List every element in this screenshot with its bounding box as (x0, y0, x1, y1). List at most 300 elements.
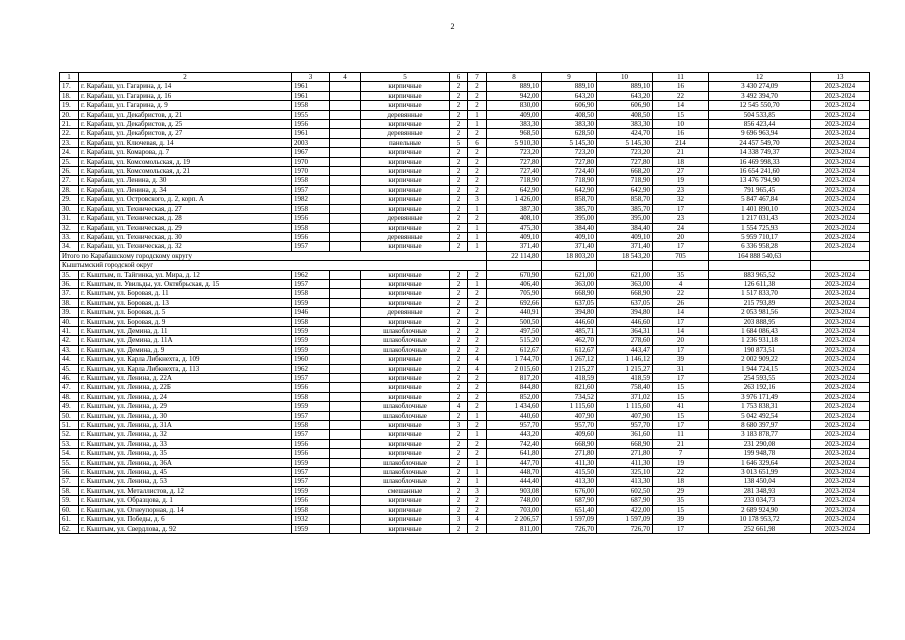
col-year: 1958 (292, 392, 330, 401)
total-area-premises: 18 803,20 (542, 251, 597, 260)
col-area-residential: 418,59 (597, 374, 653, 383)
col-period: 2023-2024 (811, 120, 870, 129)
col-year: 1932 (292, 515, 330, 524)
table-row (60, 129, 870, 138)
col-year-repair (330, 289, 361, 298)
col-area-residential: 858,70 (597, 195, 653, 204)
col-address: г. Кыштым, ул. Свердлова, д. 92 (79, 524, 292, 533)
col-floors: 2 (450, 458, 468, 467)
col-floors: 3 (450, 421, 468, 430)
col-area-total: 371,40 (487, 242, 542, 251)
col-num: 32. (60, 223, 79, 232)
col-year-repair (330, 345, 361, 354)
col-area-residential: 361,60 (597, 430, 653, 439)
table-row (60, 524, 870, 533)
col-year: 1959 (292, 402, 330, 411)
col-address: г. Кыштым, ул. Боровая, д. 11 (79, 289, 292, 298)
col-year: 1958 (292, 421, 330, 430)
col-period: 2023-2024 (811, 326, 870, 335)
col-year-repair (330, 402, 361, 411)
col-area-residential: 424,70 (597, 129, 653, 138)
col-period: 2023-2024 (811, 279, 870, 288)
table-row (60, 176, 870, 185)
col-area-total: 497,50 (487, 326, 542, 335)
col-year: 1958 (292, 204, 330, 213)
col-year: 1970 (292, 157, 330, 166)
col-entrances: 2 (468, 167, 487, 176)
col-cost: 3 492 394,70 (709, 91, 811, 100)
col-entrances: 1 (468, 242, 487, 251)
col-period: 2023-2024 (811, 204, 870, 213)
col-wall-material: шлакоблочные (361, 345, 450, 354)
header-col-period: 13 (811, 73, 870, 82)
col-area-residential: 758,40 (597, 383, 653, 392)
table-row (60, 167, 870, 176)
col-cost: 1 646 329,64 (709, 458, 811, 467)
col-area-total: 387,30 (487, 204, 542, 213)
col-wall-material: кирпичные (361, 167, 450, 176)
col-year-repair (330, 120, 361, 129)
col-num: 45. (60, 364, 79, 373)
col-area-premises: 628,50 (542, 129, 597, 138)
col-residents: 16 (653, 82, 709, 91)
col-floors: 2 (450, 430, 468, 439)
col-cost: 215 793,89 (709, 298, 811, 307)
col-wall-material: деревянные (361, 110, 450, 119)
col-address: г. Карабаш, ул. Техническая, д. 30 (79, 232, 292, 241)
col-period: 2023-2024 (811, 449, 870, 458)
col-period: 2023-2024 (811, 223, 870, 232)
col-floors: 2 (450, 176, 468, 185)
col-wall-material: кирпичные (361, 430, 450, 439)
col-area-total: 1 426,00 (487, 195, 542, 204)
table-row (60, 411, 870, 420)
col-area-residential: 371,40 (597, 242, 653, 251)
table-body (60, 73, 870, 534)
col-period: 2023-2024 (811, 167, 870, 176)
col-entrances: 2 (468, 392, 487, 401)
col-wall-material: кирпичные (361, 374, 450, 383)
col-residents: 14 (653, 308, 709, 317)
col-period: 2023-2024 (811, 157, 870, 166)
col-wall-material: кирпичные (361, 355, 450, 364)
col-entrances: 2 (468, 148, 487, 157)
col-floors: 5 (450, 138, 468, 147)
col-area-total: 440,60 (487, 411, 542, 420)
col-year-repair (330, 317, 361, 326)
col-wall-material: кирпичные (361, 496, 450, 505)
table-row (60, 120, 870, 129)
col-area-total: 889,10 (487, 82, 542, 91)
col-floors: 2 (450, 449, 468, 458)
col-cost: 126 611,38 (709, 279, 811, 288)
col-cost: 2 053 981,56 (709, 308, 811, 317)
col-num: 27. (60, 176, 79, 185)
col-period: 2023-2024 (811, 383, 870, 392)
col-area-total: 705,90 (487, 289, 542, 298)
col-floors: 2 (450, 505, 468, 514)
col-area-premises: 271,80 (542, 449, 597, 458)
col-year-repair (330, 439, 361, 448)
col-residents: 32 (653, 195, 709, 204)
col-area-premises: 394,80 (542, 308, 597, 317)
col-wall-material: кирпичные (361, 157, 450, 166)
col-entrances: 2 (468, 402, 487, 411)
col-entrances: 2 (468, 439, 487, 448)
col-period: 2023-2024 (811, 101, 870, 110)
col-residents: 14 (653, 326, 709, 335)
col-entrances: 3 (468, 195, 487, 204)
col-address: г. Карабаш, ул. Техническая, д. 28 (79, 214, 292, 223)
col-area-premises: 734,52 (542, 392, 597, 401)
col-cost: 1 401 890,10 (709, 204, 811, 213)
col-address: г. Кыштым, ул. Ленина, д. 31А (79, 421, 292, 430)
col-area-residential: 668,90 (597, 439, 653, 448)
col-cost: 6 336 958,28 (709, 242, 811, 251)
col-residents: 22 (653, 468, 709, 477)
col-year: 1957 (292, 477, 330, 486)
col-year: 1958 (292, 176, 330, 185)
col-wall-material: деревянные (361, 232, 450, 241)
col-address: г. Кыштым, ул. Ленина, д. 22Б (79, 383, 292, 392)
col-area-residential: 718,90 (597, 176, 653, 185)
col-area-residential: 446,60 (597, 317, 653, 326)
col-residents: 20 (653, 232, 709, 241)
col-floors: 2 (450, 270, 468, 279)
col-year-repair (330, 430, 361, 439)
col-floors: 2 (450, 279, 468, 288)
col-area-residential: 422,00 (597, 505, 653, 514)
col-period: 2023-2024 (811, 110, 870, 119)
col-period: 2023-2024 (811, 242, 870, 251)
col-area-residential: 687,90 (597, 496, 653, 505)
col-area-premises: 889,10 (542, 82, 597, 91)
col-address: г. Кыштым, п. Тайгинка, ул. Мира, д. 12 (79, 270, 292, 279)
col-num: 40. (60, 317, 79, 326)
col-entrances: 1 (468, 279, 487, 288)
col-area-total: 443,20 (487, 430, 542, 439)
col-area-total: 642,90 (487, 185, 542, 194)
col-area-premises: 724,40 (542, 167, 597, 176)
col-wall-material: кирпичные (361, 383, 450, 392)
col-area-premises: 446,60 (542, 317, 597, 326)
col-area-total: 703,00 (487, 505, 542, 514)
col-address: г. Кыштым, ул. Карла Либкнехта, д. 113 (79, 364, 292, 373)
table-row (60, 439, 870, 448)
col-floors: 2 (450, 148, 468, 157)
col-period: 2023-2024 (811, 214, 870, 223)
table-row (60, 101, 870, 110)
col-floors: 2 (450, 232, 468, 241)
col-wall-material: шлакоблочные (361, 411, 450, 420)
table-row (60, 223, 870, 232)
col-area-total: 811,00 (487, 524, 542, 533)
col-year-repair (330, 515, 361, 524)
col-cost: 2 689 924,90 (709, 505, 811, 514)
col-residents: 7 (653, 449, 709, 458)
col-year-repair (330, 204, 361, 213)
col-entrances: 1 (468, 430, 487, 439)
col-period: 2023-2024 (811, 138, 870, 147)
col-entrances: 2 (468, 214, 487, 223)
col-address: г. Кыштым, ул. Ленина, д. 53 (79, 477, 292, 486)
col-year: 1946 (292, 308, 330, 317)
col-residents: 17 (653, 345, 709, 354)
col-area-premises: 1 597,09 (542, 515, 597, 524)
col-area-premises: 723,20 (542, 148, 597, 157)
col-area-residential: 1 215,27 (597, 364, 653, 373)
col-entrances: 2 (468, 317, 487, 326)
col-period: 2023-2024 (811, 524, 870, 533)
header-col-num: 1 (60, 73, 79, 82)
header-col-residents: 11 (653, 73, 709, 82)
col-num: 43. (60, 345, 79, 354)
col-year: 1959 (292, 524, 330, 533)
col-wall-material: кирпичные (361, 223, 450, 232)
col-num: 50. (60, 411, 79, 420)
col-period: 2023-2024 (811, 289, 870, 298)
col-residents: 18 (653, 157, 709, 166)
col-wall-material: кирпичные (361, 449, 450, 458)
col-residents: 15 (653, 110, 709, 119)
table-row (60, 326, 870, 335)
col-entrances: 4 (468, 515, 487, 524)
section-header-row (60, 261, 870, 270)
col-area-premises: 409,60 (542, 430, 597, 439)
header-col-area-premises: 9 (542, 73, 597, 82)
col-period: 2023-2024 (811, 345, 870, 354)
col-area-total: 942,00 (487, 91, 542, 100)
col-area-residential: 889,10 (597, 82, 653, 91)
empty-cell (709, 261, 811, 270)
table-row (60, 82, 870, 91)
col-cost: 3 183 878,77 (709, 430, 811, 439)
col-area-premises: 957,70 (542, 421, 597, 430)
col-num: 51. (60, 421, 79, 430)
col-cost: 1 517 833,70 (709, 289, 811, 298)
col-area-premises: 1 267,12 (542, 355, 597, 364)
col-area-premises: 418,59 (542, 374, 597, 383)
col-num: 59. (60, 496, 79, 505)
col-cost: 12 545 550,70 (709, 101, 811, 110)
col-year-repair (330, 458, 361, 467)
table-row (60, 374, 870, 383)
col-address: г. Карабаш, ул. Декабристов, д. 21 (79, 110, 292, 119)
col-area-premises: 395,00 (542, 214, 597, 223)
col-cost: 10 178 953,72 (709, 515, 811, 524)
col-wall-material: кирпичные (361, 317, 450, 326)
col-year-repair (330, 392, 361, 401)
col-num: 21. (60, 120, 79, 129)
col-entrances: 1 (468, 458, 487, 467)
col-area-premises: 383,30 (542, 120, 597, 129)
col-area-premises: 718,90 (542, 176, 597, 185)
col-year: 1959 (292, 458, 330, 467)
col-area-total: 723,20 (487, 148, 542, 157)
col-num: 17. (60, 82, 79, 91)
col-period: 2023-2024 (811, 477, 870, 486)
col-entrances: 2 (468, 345, 487, 354)
col-address: г. Кыштым, ул. Ленина, д. 30 (79, 411, 292, 420)
col-entrances: 2 (468, 270, 487, 279)
col-area-premises: 637,05 (542, 298, 597, 307)
col-cost: 791 965,45 (709, 185, 811, 194)
col-wall-material: кирпичные (361, 515, 450, 524)
col-entrances: 2 (468, 383, 487, 392)
col-area-residential: 637,05 (597, 298, 653, 307)
empty-cell (653, 261, 709, 270)
col-area-premises: 371,40 (542, 242, 597, 251)
col-area-premises: 413,30 (542, 477, 597, 486)
col-num: 33. (60, 232, 79, 241)
col-floors: 2 (450, 91, 468, 100)
empty-cell (542, 261, 597, 270)
col-cost: 203 888,95 (709, 317, 811, 326)
col-residents: 19 (653, 458, 709, 467)
col-period: 2023-2024 (811, 392, 870, 401)
col-year-repair (330, 176, 361, 185)
col-area-residential: 394,80 (597, 308, 653, 317)
col-floors: 2 (450, 185, 468, 194)
col-year-repair (330, 449, 361, 458)
col-cost: 190 873,51 (709, 345, 811, 354)
col-residents: 39 (653, 515, 709, 524)
table-row (60, 242, 870, 251)
total-label: Итого по Карабашскому городскому округу (60, 251, 487, 260)
col-cost: 1 944 724,15 (709, 364, 811, 373)
col-residents: 17 (653, 317, 709, 326)
col-address: г. Карабаш, ул. Ленина, д. 30 (79, 176, 292, 185)
col-cost: 9 696 963,94 (709, 129, 811, 138)
col-floors: 2 (450, 439, 468, 448)
col-wall-material: кирпичные (361, 185, 450, 194)
table-row (60, 204, 870, 213)
col-address: г. Кыштым, ул. Ленина, д. 33 (79, 439, 292, 448)
col-num: 53. (60, 439, 79, 448)
col-year-repair (330, 308, 361, 317)
col-area-premises: 385,70 (542, 204, 597, 213)
col-residents: 4 (653, 279, 709, 288)
col-wall-material: кирпичные (361, 524, 450, 533)
col-year: 1959 (292, 345, 330, 354)
col-cost: 856 423,44 (709, 120, 811, 129)
col-cost: 13 476 794,90 (709, 176, 811, 185)
col-area-total: 957,70 (487, 421, 542, 430)
col-year-repair (330, 336, 361, 345)
col-entrances: 2 (468, 374, 487, 383)
col-area-premises: 621,00 (542, 270, 597, 279)
col-floors: 2 (450, 317, 468, 326)
col-wall-material: кирпичные (361, 82, 450, 91)
col-num: 62. (60, 524, 79, 533)
col-wall-material: шлакоблочные (361, 402, 450, 411)
col-year: 1958 (292, 505, 330, 514)
col-area-total: 1 744,70 (487, 355, 542, 364)
col-floors: 2 (450, 374, 468, 383)
col-year-repair (330, 195, 361, 204)
col-cost: 3 013 651,99 (709, 468, 811, 477)
col-area-total: 727,80 (487, 157, 542, 166)
col-cost: 3 430 274,09 (709, 82, 811, 91)
col-area-total: 727,40 (487, 167, 542, 176)
col-residents: 21 (653, 439, 709, 448)
col-entrances: 2 (468, 449, 487, 458)
col-floors: 2 (450, 336, 468, 345)
col-floors: 2 (450, 242, 468, 251)
col-area-total: 641,80 (487, 449, 542, 458)
total-row (60, 251, 870, 260)
col-area-residential: 395,00 (597, 214, 653, 223)
total-area-residential: 18 543,20 (597, 251, 653, 260)
col-residents: 24 (653, 223, 709, 232)
col-num: 38. (60, 298, 79, 307)
col-cost: 281 348,93 (709, 486, 811, 495)
col-year-repair (330, 486, 361, 495)
col-area-residential: 413,30 (597, 477, 653, 486)
col-address: г. Кыштым, ул. Демина, д. 9 (79, 345, 292, 354)
col-year: 1982 (292, 195, 330, 204)
col-period: 2023-2024 (811, 496, 870, 505)
col-cost: 1 236 931,18 (709, 336, 811, 345)
col-area-premises: 668,90 (542, 289, 597, 298)
col-period: 2023-2024 (811, 317, 870, 326)
col-period: 2023-2024 (811, 176, 870, 185)
col-entrances: 2 (468, 185, 487, 194)
table-row (60, 195, 870, 204)
col-floors: 2 (450, 468, 468, 477)
col-area-residential: 408,50 (597, 110, 653, 119)
col-cost: 8 680 397,97 (709, 421, 811, 430)
col-area-premises: 687,90 (542, 496, 597, 505)
col-area-premises: 606,90 (542, 101, 597, 110)
col-year: 1959 (292, 326, 330, 335)
col-year-repair (330, 468, 361, 477)
col-area-total: 844,80 (487, 383, 542, 392)
col-entrances: 2 (468, 176, 487, 185)
col-year: 1959 (292, 336, 330, 345)
col-year-repair (330, 138, 361, 147)
col-year: 1960 (292, 355, 330, 364)
col-entrances: 2 (468, 421, 487, 430)
col-residents: 41 (653, 402, 709, 411)
table-row (60, 232, 870, 241)
col-period: 2023-2024 (811, 505, 870, 514)
col-num: 28. (60, 185, 79, 194)
col-floors: 2 (450, 157, 468, 166)
header-col-entrances: 7 (468, 73, 487, 82)
col-address: г. Карабаш, ул. Техническая, д. 32 (79, 242, 292, 251)
col-cost: 883 965,52 (709, 270, 811, 279)
col-entrances: 3 (468, 486, 487, 495)
col-entrances: 1 (468, 477, 487, 486)
col-cost: 254 593,55 (709, 374, 811, 383)
col-area-residential: 363,00 (597, 279, 653, 288)
col-area-residential: 726,70 (597, 524, 653, 533)
col-address: г. Кыштым, ул. Металлистов, д. 12 (79, 486, 292, 495)
table-row (60, 515, 870, 524)
col-num: 57. (60, 477, 79, 486)
col-year-repair (330, 355, 361, 364)
col-area-total: 383,30 (487, 120, 542, 129)
table-row (60, 138, 870, 147)
col-year-repair (330, 167, 361, 176)
col-area-premises: 407,90 (542, 411, 597, 420)
col-year: 1957 (292, 411, 330, 420)
col-residents: 35 (653, 496, 709, 505)
col-year-repair (330, 185, 361, 194)
col-area-residential: 278,60 (597, 336, 653, 345)
col-area-total: 742,40 (487, 439, 542, 448)
